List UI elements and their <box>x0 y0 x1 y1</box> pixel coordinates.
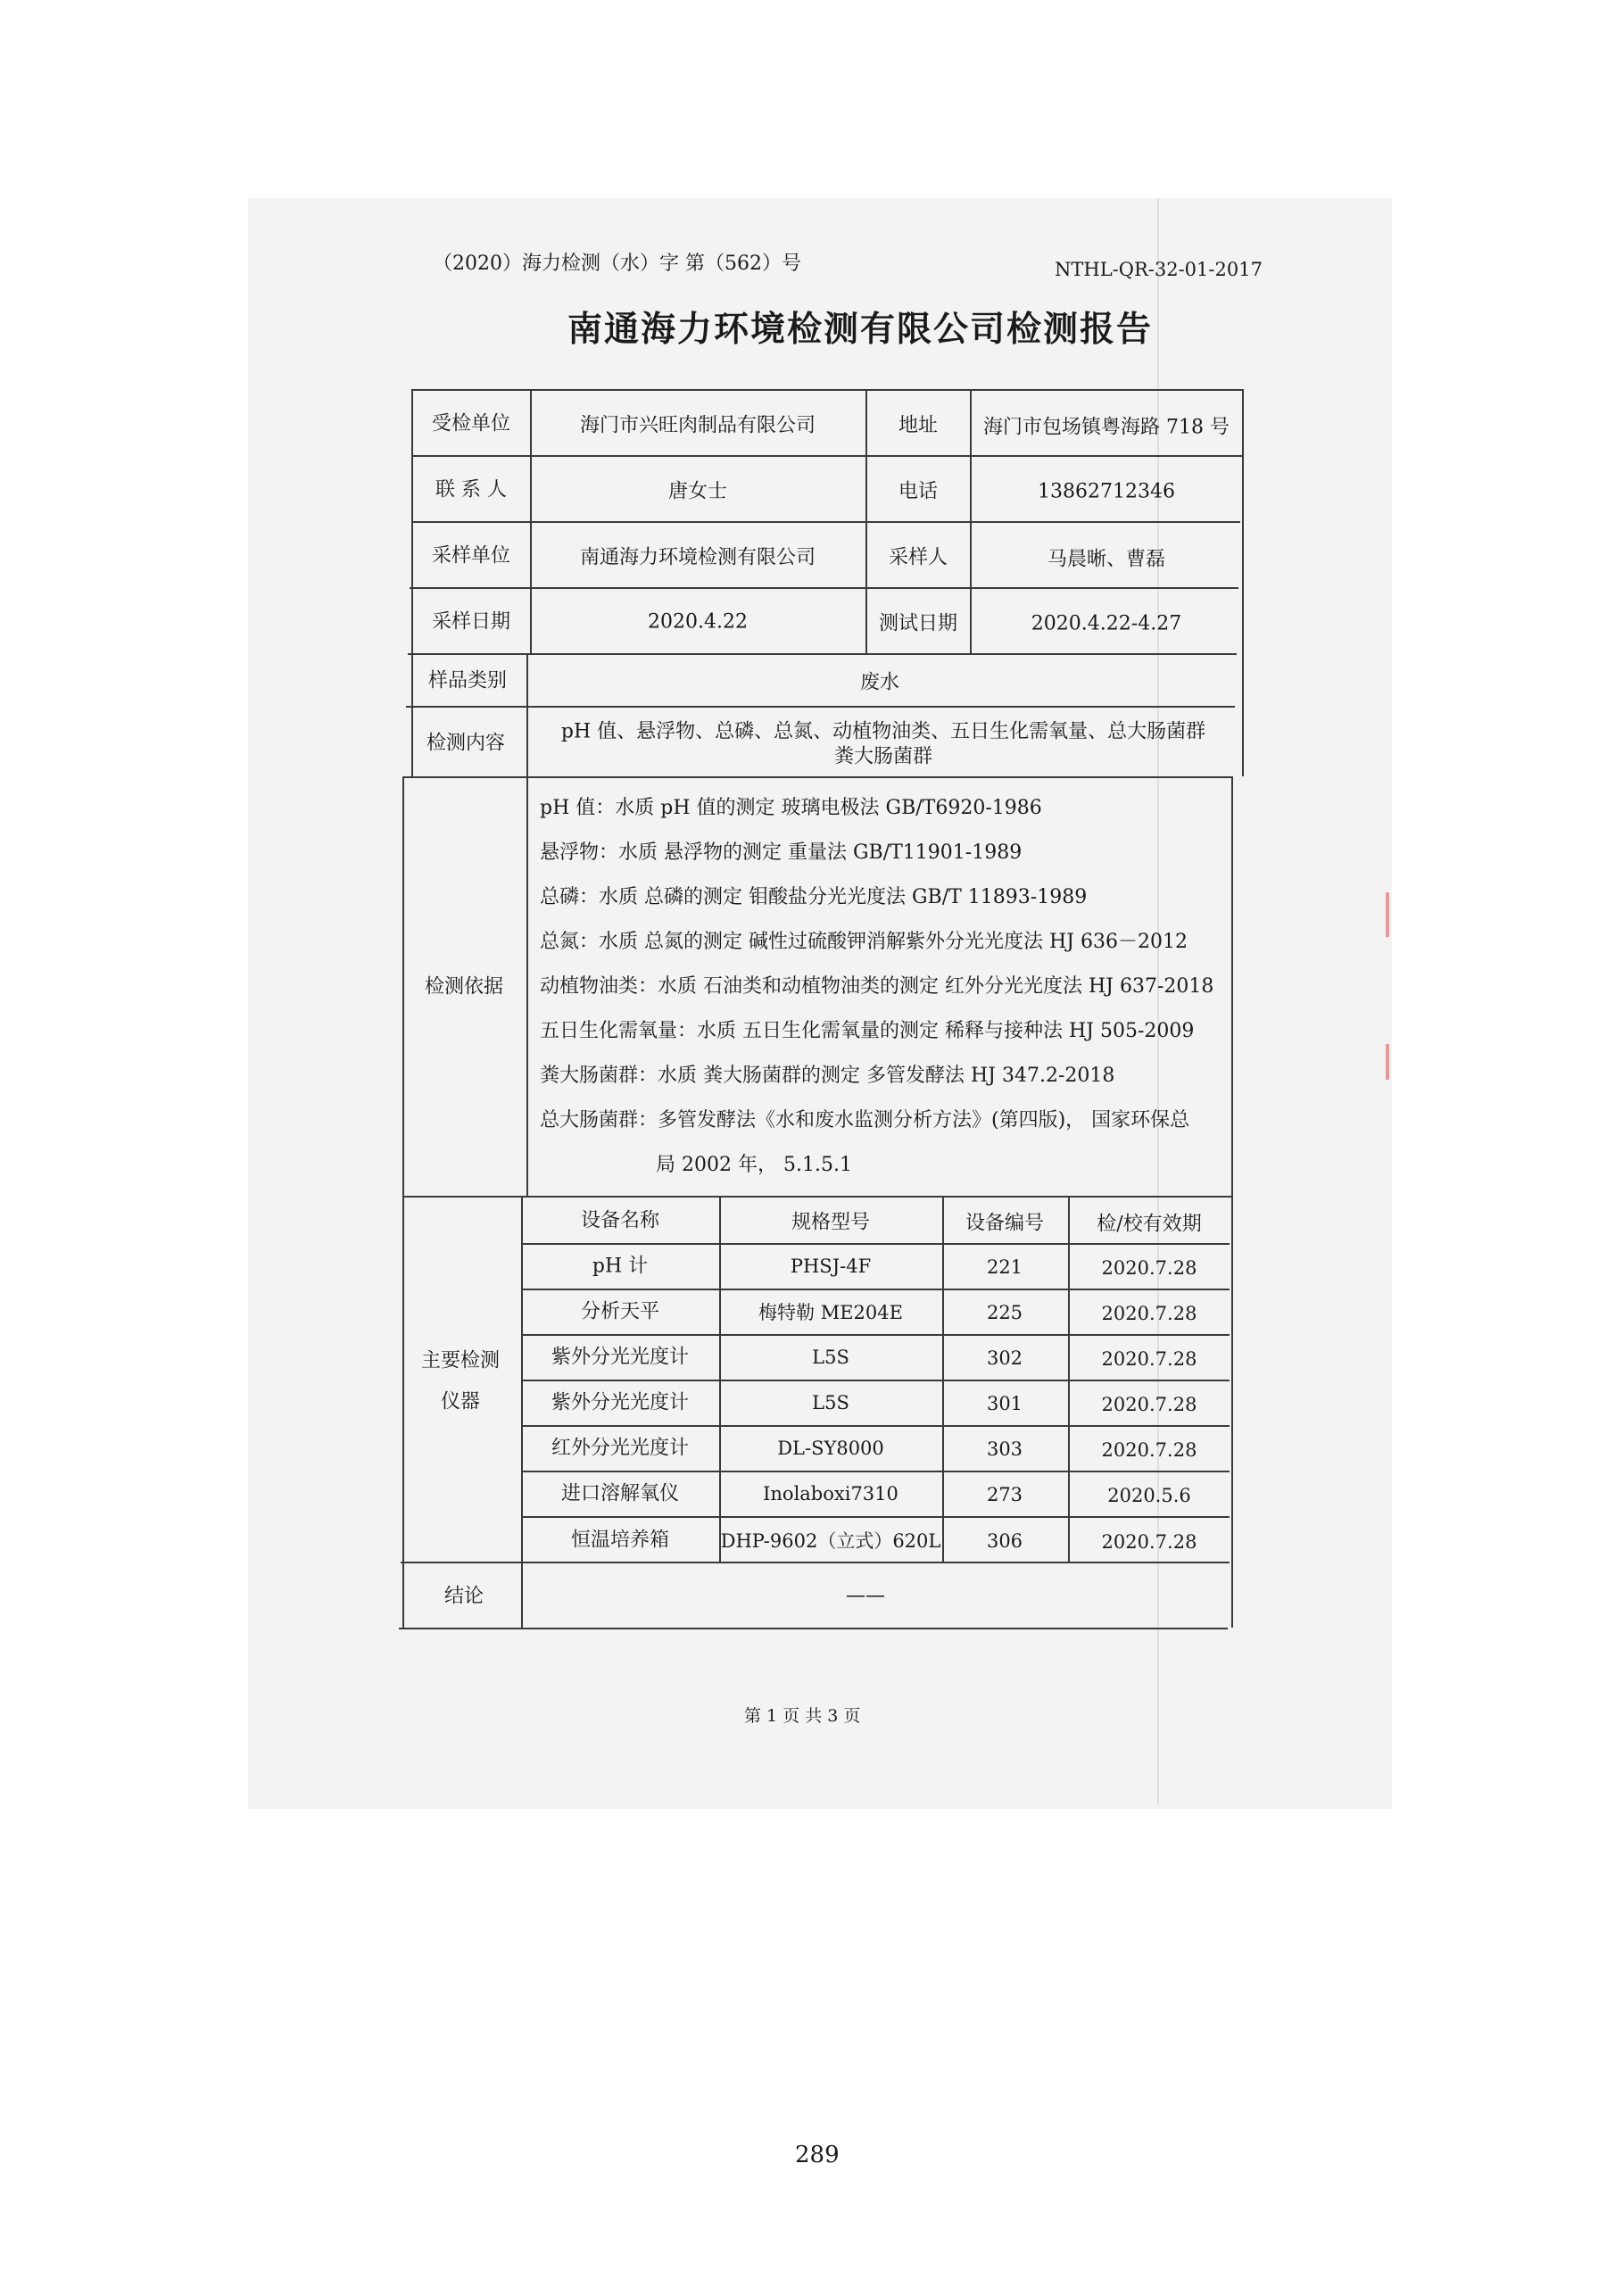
table-rule <box>402 776 404 1628</box>
table-rule <box>404 776 1233 778</box>
instrument-name: 紫外分光光度计 <box>551 1391 690 1414</box>
table-rule <box>411 521 1240 523</box>
basis-line: 粪大肠菌群：水质 粪大肠菌群的测定 多管发酵法 HJ 347.2-2018 <box>540 1065 1115 1087</box>
table-rule <box>521 1425 1230 1427</box>
basis-line: 悬浮物：水质 悬浮物的测定 重量法 GB/T11901-1989 <box>540 841 1023 864</box>
instrument-header-valid: 检/校有效期 <box>1097 1213 1202 1236</box>
instrument-model: L5S <box>812 1347 849 1368</box>
conclusion-value: —— <box>846 1584 885 1607</box>
basis-line: 总氮：水质 总氮的测定 碱性过硫酸钾消解紫外分光光度法 HJ 636－2012 <box>540 931 1188 953</box>
basis-line: 动植物油类：水质 石油类和动植物油类的测定 红外分光光度法 HJ 637-2018 <box>540 975 1214 998</box>
table-rule <box>521 1471 1230 1472</box>
instrument-header-id: 设备编号 <box>965 1212 1045 1235</box>
table-rule <box>413 389 1244 391</box>
table-rule <box>1231 776 1233 1628</box>
report-table <box>395 389 1244 1632</box>
table-rule <box>399 1628 1228 1629</box>
instrument-id: 301 <box>986 1393 1023 1414</box>
instrument-valid: 2020.7.28 <box>1101 1303 1197 1324</box>
red-stamp-edge <box>1386 1044 1389 1080</box>
test-items-line1: pH 值、悬浮物、总磷、总氮、动植物油类、五日生化需氧量、总大肠菌群 <box>560 720 1206 743</box>
red-stamp-edge <box>1386 892 1389 937</box>
sampling-unit-label: 采样单位 <box>431 544 511 568</box>
instrument-model: 梅特勒 ME204E <box>758 1302 903 1323</box>
table-rule <box>530 389 532 653</box>
table-rule <box>401 1562 1230 1563</box>
table-rule <box>411 389 413 776</box>
basis-label: 检测依据 <box>424 975 504 999</box>
table-rule <box>526 653 528 1196</box>
instrument-valid: 2020.7.28 <box>1101 1394 1197 1415</box>
sampling-date-label: 采样日期 <box>431 610 511 634</box>
table-rule <box>521 1380 1230 1381</box>
instrument-valid: 2020.7.28 <box>1101 1348 1197 1370</box>
basis-line: 总磷：水质 总磷的测定 钼酸盐分光光度法 GB/T 11893-1989 <box>540 886 1088 908</box>
report-title: 南通海力环境检测有限公司检测报告 <box>567 309 1154 350</box>
sample-type-value: 废水 <box>859 671 900 694</box>
address-value: 海门市包场镇粤海路 718 号 <box>983 416 1230 439</box>
instrument-model: DHP-9602（立式）620L <box>720 1530 941 1552</box>
instrument-model: Inolaboxi7310 <box>763 1483 898 1504</box>
test-date-value: 2020.4.22-4.27 <box>1031 612 1182 635</box>
table-rule <box>521 1196 523 1628</box>
table-rule <box>719 1196 721 1562</box>
instrument-name: pH 计 <box>592 1255 649 1278</box>
sampler-label: 采样人 <box>888 546 948 569</box>
instrument-name: 分析天平 <box>580 1300 660 1323</box>
basis-line: 局 2002 年， 5.1.5.1 <box>656 1154 852 1176</box>
instrument-name: 恒温培养箱 <box>570 1529 670 1552</box>
table-rule <box>970 389 972 653</box>
test-date-label: 测试日期 <box>878 612 958 635</box>
instrument-id: 302 <box>986 1347 1023 1369</box>
sampling-unit-value: 南通海力环境检测有限公司 <box>579 546 816 569</box>
conclusion-label: 结论 <box>443 1585 484 1608</box>
instrument-model: DL-SY8000 <box>777 1438 884 1459</box>
contact-label: 联 系 人 <box>435 478 507 501</box>
instrument-name: 紫外分光光度计 <box>551 1346 690 1369</box>
instrument-valid: 2020.7.28 <box>1101 1257 1197 1279</box>
instrument-id: 273 <box>986 1484 1023 1505</box>
table-rule <box>865 389 867 653</box>
table-rule <box>413 455 1242 457</box>
instrument-header-name: 设备名称 <box>580 1209 660 1232</box>
instrument-id: 303 <box>986 1438 1023 1460</box>
instrument-name: 进口溶解氧仪 <box>560 1482 680 1505</box>
instrument-model: PHSJ-4F <box>790 1256 872 1277</box>
table-rule <box>1068 1196 1070 1562</box>
table-rule <box>521 1289 1230 1290</box>
instruments-label-line2: 仪器 <box>440 1390 481 1413</box>
phone-value: 13862712346 <box>1038 480 1175 503</box>
instrument-id: 225 <box>986 1302 1023 1323</box>
phone-label: 电话 <box>898 480 939 503</box>
document-number: （2020）海力检测（水）字 第（562）号 <box>433 253 801 275</box>
table-rule <box>410 587 1238 589</box>
client-value: 海门市兴旺肉制品有限公司 <box>579 414 816 437</box>
form-number: NTHL-QR-32-01-2017 <box>1055 259 1263 280</box>
table-rule <box>406 706 1235 708</box>
table-rule <box>521 1334 1230 1336</box>
test-items-label: 检测内容 <box>426 732 506 755</box>
table-rule <box>521 1516 1230 1518</box>
instrument-valid: 2020.5.6 <box>1107 1485 1191 1506</box>
table-rule <box>1242 389 1244 776</box>
page-number: 289 <box>795 2142 840 2168</box>
table-rule <box>402 1196 1231 1198</box>
sampler-value: 马晨晰、曹磊 <box>1047 548 1166 571</box>
basis-line: 五日生化需氧量：水质 五日生化需氧量的测定 稀释与接种法 HJ 505-2009 <box>540 1020 1195 1042</box>
contact-value: 唐女士 <box>667 480 728 503</box>
basis-line: 总大肠菌群：多管发酵法《水和废水监测分析方法》(第四版)， 国家环保总 <box>540 1109 1190 1131</box>
sampling-date-value: 2020.4.22 <box>648 610 748 634</box>
table-rule <box>942 1196 944 1562</box>
instrument-id: 221 <box>986 1256 1023 1278</box>
instrument-name: 红外分光光度计 <box>551 1437 690 1460</box>
instruments-label-line1: 主要检测 <box>420 1349 501 1372</box>
basis-line: pH 值：水质 pH 值的测定 玻璃电极法 GB/T6920-1986 <box>540 797 1042 819</box>
instrument-id: 306 <box>986 1530 1023 1552</box>
address-label: 地址 <box>898 414 939 437</box>
test-items-line2: 粪大肠菌群 <box>833 745 933 768</box>
table-rule <box>521 1243 1230 1245</box>
instrument-valid: 2020.7.28 <box>1101 1439 1197 1461</box>
page-of-total: 第 1 页 共 3 页 <box>744 1706 861 1726</box>
sample-type-label: 样品类别 <box>427 669 508 692</box>
table-rule <box>408 653 1237 655</box>
instrument-valid: 2020.7.28 <box>1101 1531 1197 1553</box>
client-label: 受检单位 <box>431 412 511 435</box>
instrument-model: L5S <box>812 1392 849 1413</box>
instrument-header-model: 规格型号 <box>791 1211 871 1234</box>
